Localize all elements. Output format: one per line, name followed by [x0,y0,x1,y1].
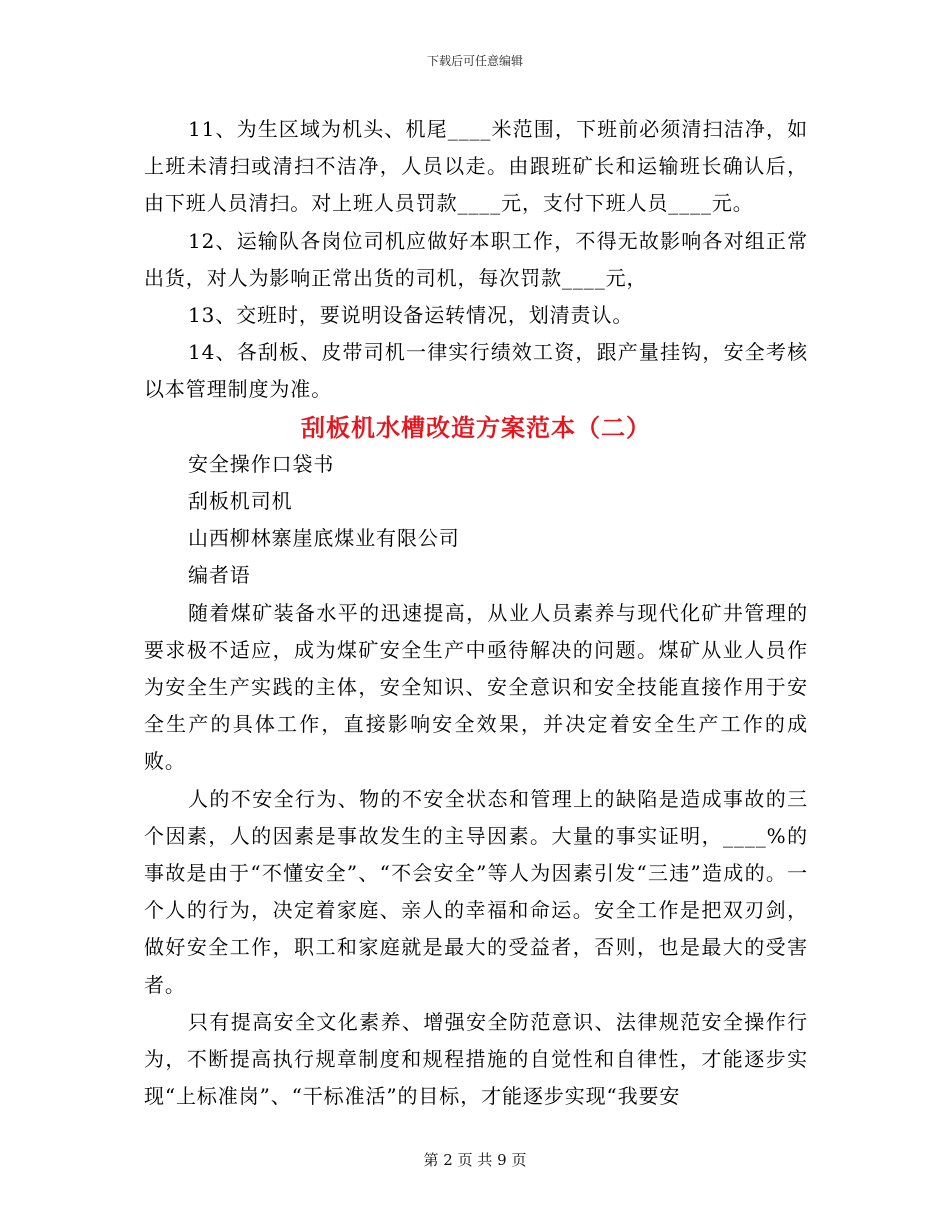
page-header: 下载后可任意编辑 [426,54,523,68]
paragraph-item-13: 13、交班时，要说明设备运转情况，划清责认。 [188,303,634,328]
paragraph-item-12: 12、运输队各岗位司机应做好本职工作，不得无故影响各对组正常出货，对人为影响正常出货的司机，每次罚款____元， [144,228,808,290]
editor-paragraph-3: 只有提高安全文化素养、增强安全防范意识、法律规范安全操作行为，不断提高执行规章制度和规程措施的自觉性和自律性，才能逐步实现“上标准岗”、“干标准活”的目标，才能逐步实现“我要安 [144,1009,808,1109]
section-title: 刮板机水槽改造方案范本（二） [301,412,651,442]
role-line: 刮板机司机 [188,489,293,514]
booklet-title-line: 安全操作口袋书 [188,451,335,476]
editor-paragraph-2: 人的不安全行为、物的不安全状态和管理上的缺陷是造成事故的三个因素，人的因素是事故发生的主导因素。大量的事实证明，____%的事故是由于“不懂安全”、“不会安全”等人为因素引发“三违”造成的。一个人的行为，决定着家庭、亲人的幸福和命运。安全工作是把双刃剑，做好安全工作，职工和家庭就是最大的受益者，否则，也是最大的受害者。 [144,786,808,997]
company-line: 山西柳林寨崖底煤业有限公司 [188,526,460,551]
document-body [144,111,808,1115]
paragraph-item-11: 11、为生区域为机头、机尾____米范围，下班前必须清扫洁净，如上班未清扫或清扫不洁净，人员以走。由跟班矿长和运输班长确认后，由下班人员清扫。对上班人员罚款____元，支付下班人员____元。 [144,117,808,216]
editor-paragraph-1: 随着煤矿装备水平的迅速提高，从业人员素养与现代化矿井管理的要求极不适应，成为煤矿安全生产中亟待解决的问题。煤矿从业人员作为安全生产实践的主体，安全知识、安全意识和安全技能直接作用于安全生产的具体工作，直接影响安全效果，并决定着安全生产工作的成败。 [144,600,808,774]
editor-note-heading: 编者语 [188,563,251,588]
paragraph-item-14: 14、各刮板、皮带司机一律实行绩效工资，跟产量挂钩，安全考核以本管理制度为准。 [144,340,808,402]
page-footer: 第 2 页 共 9 页 [423,1151,527,1169]
